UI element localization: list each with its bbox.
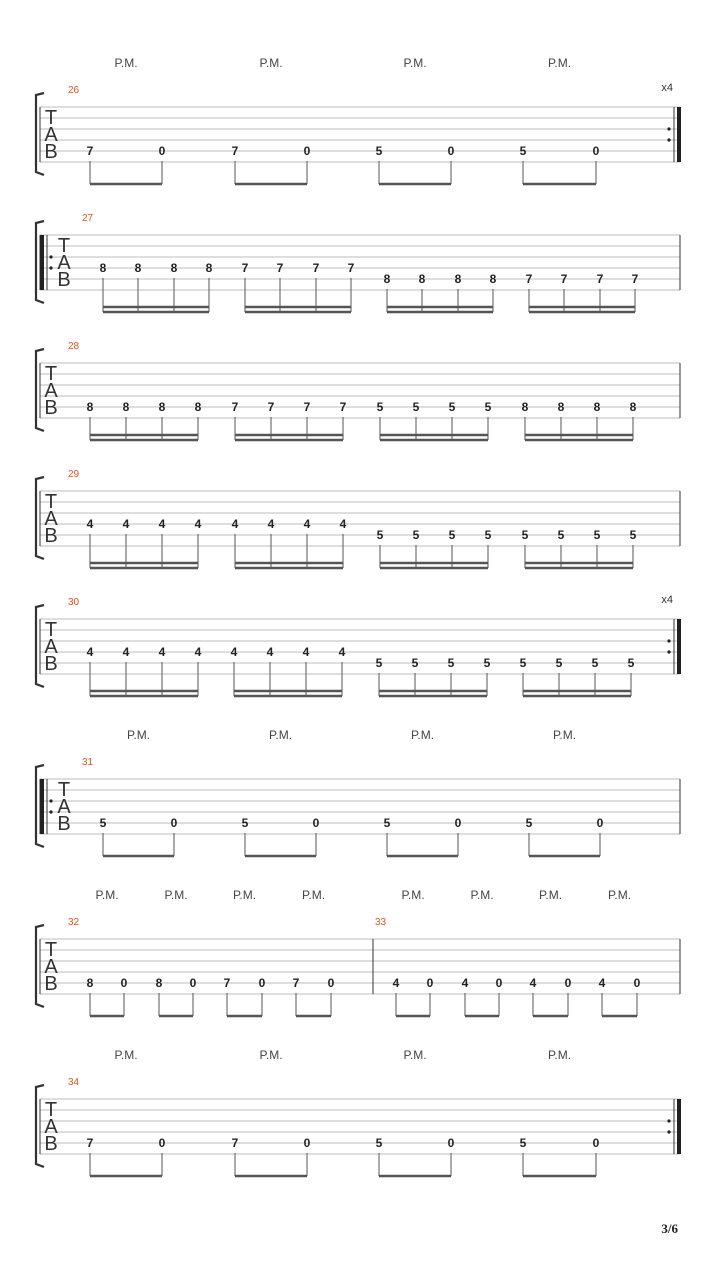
tab-clef-letter: T bbox=[44, 363, 58, 385]
fret-number: 0 bbox=[454, 816, 462, 830]
fret-number: 7 bbox=[631, 272, 639, 286]
fret-number: 0 bbox=[426, 976, 434, 990]
fret-number: 4 bbox=[338, 645, 346, 659]
tab-clef-letter: A bbox=[44, 636, 58, 658]
repeat-dot bbox=[49, 255, 52, 258]
fret-number: 8 bbox=[134, 261, 142, 275]
fret-number: 4 bbox=[158, 645, 166, 659]
palm-mute-label: P.M. bbox=[410, 728, 435, 742]
fret-number: 7 bbox=[596, 272, 604, 286]
tab-system bbox=[36, 728, 680, 856]
palm-mute-label: P.M. bbox=[114, 56, 138, 70]
fret-number: 7 bbox=[86, 1136, 94, 1150]
palm-mute-label: P.M. bbox=[470, 888, 494, 902]
palm-mute-label: P.M. bbox=[547, 56, 572, 70]
fret-number: 0 bbox=[633, 976, 641, 990]
palm-mute-label: P.M. bbox=[538, 888, 563, 902]
fret-number: 7 bbox=[303, 400, 311, 414]
tab-clef-letter: B bbox=[57, 269, 71, 291]
fret-number: 8 bbox=[155, 976, 163, 990]
fret-number: 5 bbox=[375, 1136, 383, 1150]
tab-system bbox=[36, 1048, 680, 1176]
measure-number: 30 bbox=[68, 597, 80, 608]
repeat-dot bbox=[49, 266, 52, 269]
fret-number: 8 bbox=[122, 400, 130, 414]
fret-number: 4 bbox=[230, 645, 238, 659]
fret-number: 0 bbox=[447, 1136, 455, 1150]
repeat-dot bbox=[49, 799, 52, 802]
fret-number: 4 bbox=[86, 645, 94, 659]
repeat-dot bbox=[667, 639, 670, 642]
fret-number: 5 bbox=[525, 816, 533, 830]
tab-clef-letter: A bbox=[57, 252, 71, 274]
repeat-dot bbox=[667, 138, 670, 141]
fret-number: 5 bbox=[411, 656, 419, 670]
tab-clef-letter: T bbox=[44, 939, 58, 961]
fret-number: 0 bbox=[327, 976, 335, 990]
tab-clef-letter: T bbox=[57, 779, 71, 801]
beam-group bbox=[242, 816, 320, 856]
fret-number: 5 bbox=[99, 816, 107, 830]
fret-number: 5 bbox=[484, 400, 492, 414]
fret-number: 0 bbox=[564, 976, 572, 990]
fret-number: 7 bbox=[312, 261, 320, 275]
tab-clef-letter: T bbox=[57, 235, 71, 257]
beam-group bbox=[462, 976, 503, 1016]
measure-number: 33 bbox=[375, 917, 387, 928]
measure-number: 28 bbox=[68, 341, 80, 352]
palm-mute-label: P.M. bbox=[232, 888, 257, 902]
beam-group bbox=[87, 144, 166, 184]
tab-clef-letter: T bbox=[44, 107, 58, 129]
repeat-count: x4 bbox=[661, 82, 673, 94]
fret-number: 0 bbox=[592, 1136, 600, 1150]
beam-group bbox=[377, 400, 492, 440]
fret-number: 5 bbox=[519, 1136, 527, 1150]
fret-number: 5 bbox=[376, 528, 384, 542]
fret-number: 4 bbox=[267, 517, 275, 531]
fret-number: 5 bbox=[629, 528, 637, 542]
fret-number: 4 bbox=[122, 645, 130, 659]
beam-group bbox=[526, 816, 604, 856]
tab-clef-letter: B bbox=[44, 653, 58, 675]
fret-number: 8 bbox=[194, 400, 202, 414]
palm-mute-label: P.M. bbox=[95, 888, 119, 902]
palm-mute-label: P.M. bbox=[301, 888, 326, 902]
fret-number: 4 bbox=[158, 517, 166, 531]
tab-system bbox=[36, 56, 680, 184]
fret-number: 5 bbox=[557, 528, 565, 542]
beam-group bbox=[393, 976, 434, 1016]
fret-number: 7 bbox=[525, 272, 533, 286]
tab-clef-letter: A bbox=[44, 1116, 58, 1138]
palm-mute-label: P.M. bbox=[403, 56, 427, 70]
fret-number: 0 bbox=[158, 1136, 166, 1150]
fret-number: 5 bbox=[591, 656, 599, 670]
page-number: 3/6 bbox=[661, 1221, 678, 1236]
measure-number: 34 bbox=[68, 1077, 80, 1088]
fret-number: 5 bbox=[448, 400, 456, 414]
fret-number: 8 bbox=[557, 400, 565, 414]
beam-group bbox=[376, 1136, 455, 1176]
repeat-dot bbox=[667, 127, 670, 130]
palm-mute-label: P.M. bbox=[403, 1048, 427, 1062]
tab-clef-letter: B bbox=[44, 397, 58, 419]
tab-clef-letter: B bbox=[44, 141, 58, 163]
palm-mute-label: P.M. bbox=[547, 1048, 572, 1062]
fret-number: 0 bbox=[303, 144, 311, 158]
fret-number: 4 bbox=[266, 645, 274, 659]
repeat-dot bbox=[667, 1130, 670, 1133]
fret-number: 0 bbox=[495, 976, 503, 990]
fret-number: 8 bbox=[158, 400, 166, 414]
fret-number: 8 bbox=[99, 261, 107, 275]
fret-number: 7 bbox=[231, 144, 239, 158]
beam-group bbox=[231, 645, 346, 696]
fret-number: 8 bbox=[170, 261, 178, 275]
fret-number: 5 bbox=[593, 528, 601, 542]
beam-group bbox=[522, 400, 637, 440]
fret-number: 5 bbox=[412, 400, 420, 414]
beam-group bbox=[520, 1136, 600, 1176]
fret-number: 7 bbox=[231, 1136, 239, 1150]
beam-group bbox=[232, 517, 347, 568]
fret-number: 8 bbox=[86, 976, 94, 990]
fret-number: 7 bbox=[241, 261, 249, 275]
tab-clef-letter: A bbox=[44, 124, 58, 146]
tab-system bbox=[36, 341, 680, 440]
beam-group bbox=[520, 656, 635, 696]
palm-mute-label: P.M. bbox=[268, 728, 293, 742]
repeat-dot bbox=[49, 810, 52, 813]
fret-number: 5 bbox=[484, 528, 492, 542]
fret-number: 0 bbox=[189, 976, 197, 990]
measure-number: 32 bbox=[68, 917, 80, 928]
fret-number: 5 bbox=[521, 528, 529, 542]
palm-mute-label: P.M. bbox=[401, 888, 425, 902]
beam-group bbox=[376, 656, 491, 696]
fret-number: 0 bbox=[258, 976, 266, 990]
fret-number: 5 bbox=[448, 528, 456, 542]
fret-number: 7 bbox=[223, 976, 231, 990]
fret-number: 8 bbox=[383, 272, 391, 286]
palm-mute-label: P.M. bbox=[164, 888, 188, 902]
beam-group bbox=[377, 528, 492, 568]
beam-group bbox=[520, 144, 600, 184]
tab-clef-letter: B bbox=[44, 973, 58, 995]
fret-number: 5 bbox=[241, 816, 249, 830]
beam-group bbox=[384, 816, 462, 856]
beam-group bbox=[232, 400, 347, 440]
fret-number: 0 bbox=[592, 144, 600, 158]
tab-system bbox=[36, 594, 680, 696]
fret-number: 5 bbox=[519, 144, 527, 158]
fret-number: 8 bbox=[86, 400, 94, 414]
tab-clef-letter: T bbox=[44, 491, 58, 513]
fret-number: 0 bbox=[120, 976, 128, 990]
tab-system bbox=[36, 469, 680, 568]
fret-number: 5 bbox=[447, 656, 455, 670]
beam-group bbox=[530, 976, 572, 1016]
fret-number: 7 bbox=[339, 400, 347, 414]
tab-clef-letter: A bbox=[57, 796, 71, 818]
fret-number: 5 bbox=[555, 656, 563, 670]
palm-mute-label: P.M. bbox=[552, 728, 577, 742]
fret-number: 0 bbox=[596, 816, 604, 830]
beam-group bbox=[384, 272, 497, 312]
beam-group bbox=[87, 1136, 166, 1176]
beam-group bbox=[87, 400, 202, 440]
tab-clef-letter: B bbox=[44, 525, 58, 547]
beam-group bbox=[242, 261, 355, 312]
repeat-dot bbox=[667, 1119, 670, 1122]
fret-number: 0 bbox=[303, 1136, 311, 1150]
fret-number: 4 bbox=[303, 517, 311, 531]
repeat-count: x4 bbox=[661, 594, 673, 606]
tab-clef-letter: A bbox=[44, 956, 58, 978]
fret-number: 8 bbox=[454, 272, 462, 286]
fret-number: 0 bbox=[447, 144, 455, 158]
fret-number: 4 bbox=[194, 645, 202, 659]
fret-number: 7 bbox=[276, 261, 284, 275]
tab-clef-letter: T bbox=[44, 619, 58, 641]
beam-group bbox=[376, 144, 455, 184]
fret-number: 5 bbox=[627, 656, 635, 670]
beam-group bbox=[100, 816, 178, 856]
beam-group bbox=[232, 144, 311, 184]
fret-number: 8 bbox=[593, 400, 601, 414]
measure-number: 29 bbox=[68, 469, 80, 480]
measure-number: 26 bbox=[68, 85, 80, 96]
fret-number: 7 bbox=[347, 261, 355, 275]
fret-number: 5 bbox=[412, 528, 420, 542]
palm-mute-label: P.M. bbox=[114, 1048, 138, 1062]
beam-group bbox=[100, 261, 213, 312]
fret-number: 8 bbox=[629, 400, 637, 414]
fret-number: 5 bbox=[375, 144, 383, 158]
fret-number: 4 bbox=[86, 517, 94, 531]
beam-group bbox=[87, 976, 128, 1016]
fret-number: 7 bbox=[292, 976, 300, 990]
fret-number: 8 bbox=[418, 272, 426, 286]
fret-number: 8 bbox=[489, 272, 497, 286]
beam-group bbox=[293, 976, 335, 1016]
fret-number: 7 bbox=[231, 400, 239, 414]
fret-number: 5 bbox=[383, 816, 391, 830]
measure-number: 27 bbox=[82, 213, 94, 224]
beam-group bbox=[224, 976, 266, 1016]
fret-number: 5 bbox=[376, 400, 384, 414]
fret-number: 4 bbox=[302, 645, 310, 659]
fret-number: 4 bbox=[461, 976, 469, 990]
fret-number: 0 bbox=[170, 816, 178, 830]
fret-number: 4 bbox=[194, 517, 202, 531]
tab-clef-letter: T bbox=[44, 1099, 58, 1121]
beam-group bbox=[87, 645, 202, 696]
beam-group bbox=[156, 976, 197, 1016]
tab-system bbox=[36, 888, 680, 1016]
fret-number: 4 bbox=[529, 976, 537, 990]
tab-clef-letter: A bbox=[44, 508, 58, 530]
beam-group bbox=[522, 528, 637, 568]
fret-number: 5 bbox=[483, 656, 491, 670]
fret-number: 0 bbox=[158, 144, 166, 158]
beam-group bbox=[232, 1136, 311, 1176]
beam-group bbox=[526, 272, 639, 312]
fret-number: 4 bbox=[122, 517, 130, 531]
palm-mute-label: P.M. bbox=[126, 728, 151, 742]
tab-clef-letter: A bbox=[44, 380, 58, 402]
repeat-dot bbox=[667, 650, 670, 653]
palm-mute-label: P.M. bbox=[259, 1048, 283, 1062]
fret-number: 8 bbox=[205, 261, 213, 275]
fret-number: 8 bbox=[521, 400, 529, 414]
fret-number: 5 bbox=[375, 656, 383, 670]
beam-group bbox=[599, 976, 641, 1016]
palm-mute-label: P.M. bbox=[607, 888, 632, 902]
measure-number: 31 bbox=[82, 757, 94, 768]
fret-number: 5 bbox=[519, 656, 527, 670]
fret-number: 7 bbox=[86, 144, 94, 158]
beam-group bbox=[87, 517, 202, 568]
tab-clef-letter: B bbox=[44, 1133, 58, 1155]
fret-number: 7 bbox=[560, 272, 568, 286]
fret-number: 4 bbox=[598, 976, 606, 990]
tab-system bbox=[36, 213, 680, 312]
fret-number: 7 bbox=[267, 400, 275, 414]
fret-number: 4 bbox=[339, 517, 347, 531]
fret-number: 0 bbox=[312, 816, 320, 830]
tab-clef-letter: B bbox=[57, 813, 71, 835]
fret-number: 4 bbox=[231, 517, 239, 531]
fret-number: 4 bbox=[392, 976, 400, 990]
palm-mute-label: P.M. bbox=[259, 56, 283, 70]
